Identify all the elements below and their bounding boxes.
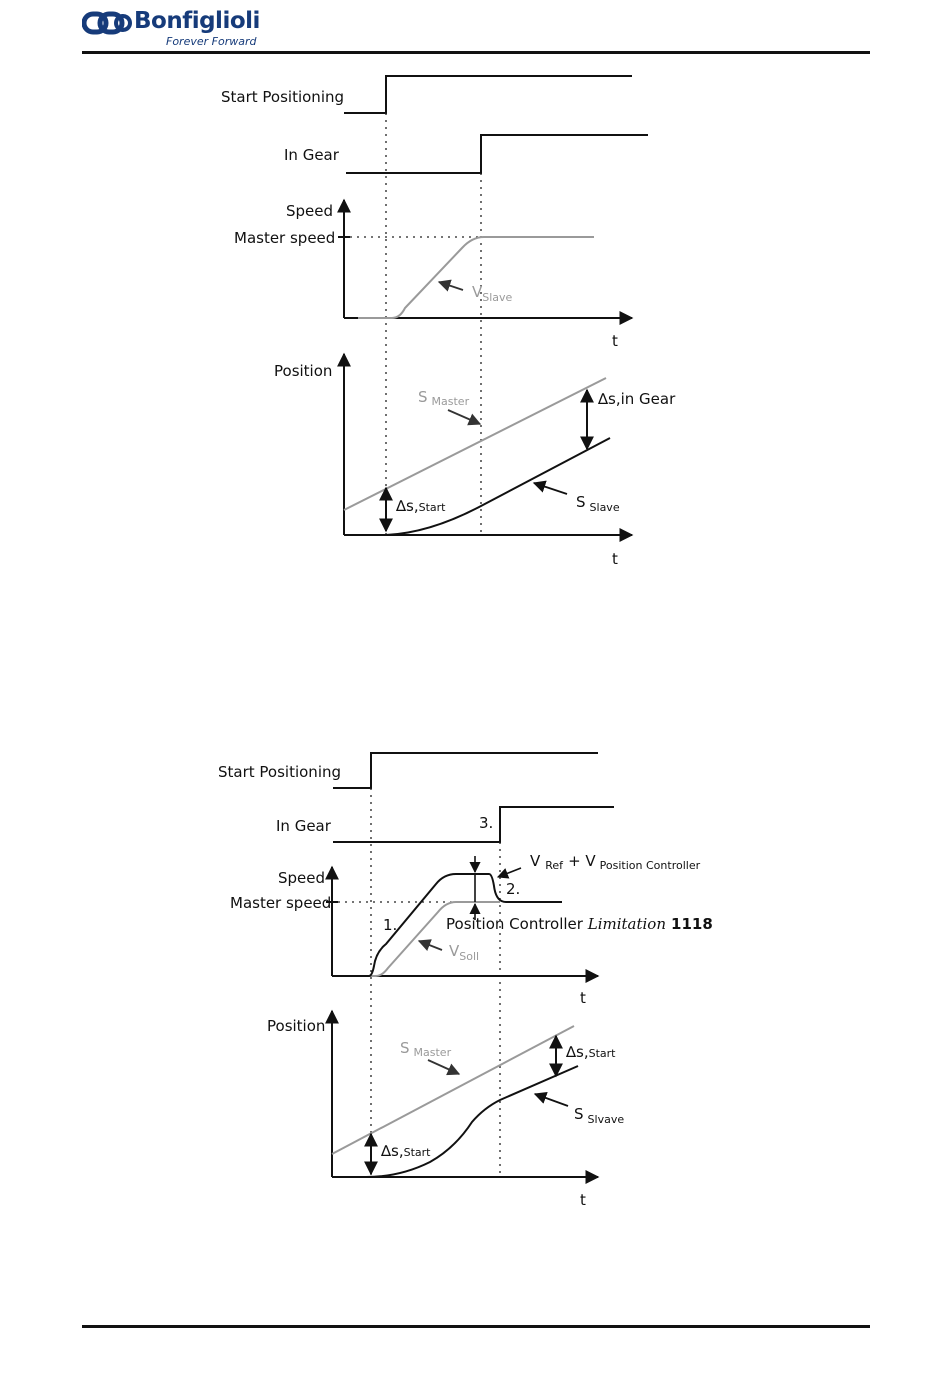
- delta-in-gear-label: ∆s,in Gear: [598, 390, 676, 408]
- s-master-label: S $_{Master}$: [418, 388, 470, 408]
- master-speed-label-2: Master speed: [230, 894, 332, 912]
- s-slave-label: S $_{Slave}$: [576, 493, 620, 514]
- s-slave-arrow-2: [535, 1094, 568, 1106]
- start-positioning-signal-2: [333, 753, 598, 788]
- v-soll-arrow: [419, 941, 442, 950]
- delta-start-right-label: ∆s,Start: [566, 1043, 616, 1061]
- speed-axis-label-2: Speed: [278, 869, 326, 887]
- brand-name: Bonfiglioli: [134, 8, 260, 34]
- limitation-label: Position Controller Limitation 1118: [446, 915, 713, 933]
- v-slave-label: $V_{Slave}$: [472, 283, 513, 304]
- in-gear-signal-2: [333, 807, 614, 842]
- delta-start-label: ∆s,Start: [396, 497, 446, 515]
- s-slave-label-2: S $_{Slvave}$: [574, 1105, 625, 1126]
- mark-3: 3.: [479, 814, 494, 832]
- speed-axis-label: Speed: [286, 202, 334, 220]
- master-speed-label: Master speed: [234, 229, 336, 247]
- position-axis-label: Position: [274, 362, 333, 380]
- s-master-line-2: [332, 1026, 574, 1154]
- diagram-1: [0, 0, 950, 600]
- v-ref-arrow: [498, 868, 521, 877]
- mark-1: 1.: [383, 916, 398, 934]
- position-t-label-2: t: [580, 1191, 586, 1209]
- v-slave-arrow: [439, 282, 463, 290]
- start-positioning-signal: [344, 76, 632, 113]
- s-master-label-2: S $_{Master}$: [400, 1039, 452, 1059]
- mark-2: 2.: [506, 880, 521, 898]
- v-soll-curve: [346, 902, 500, 976]
- delta-start-label-2: ∆s,Start: [381, 1142, 431, 1160]
- s-slave-arrow: [534, 483, 567, 494]
- in-gear-label-2: In Gear: [276, 817, 331, 835]
- start-positioning-label: Start Positioning: [221, 88, 345, 106]
- v-slave-curve: [358, 237, 594, 318]
- footer-rule: [82, 1325, 870, 1328]
- speed-t-label-2: t: [580, 989, 586, 1007]
- start-positioning-label-2: Start Positioning: [218, 763, 342, 781]
- in-gear-signal: [346, 135, 648, 173]
- diagram-2: [0, 720, 950, 1260]
- position-t-label: t: [612, 550, 618, 568]
- position-axis-label-2: Position: [267, 1017, 326, 1035]
- v-soll-label: $V_{Soll}$: [449, 942, 480, 963]
- speed-t-label: t: [612, 332, 618, 350]
- v-ref-label: V $_{Ref}$ + V $_{Position Controller}$: [530, 852, 701, 872]
- s-master-line: [344, 378, 606, 510]
- s-master-arrow: [448, 410, 480, 424]
- brand-tagline: Forever Forward: [166, 35, 257, 48]
- in-gear-label: In Gear: [284, 146, 339, 164]
- s-master-arrow-2: [428, 1060, 459, 1074]
